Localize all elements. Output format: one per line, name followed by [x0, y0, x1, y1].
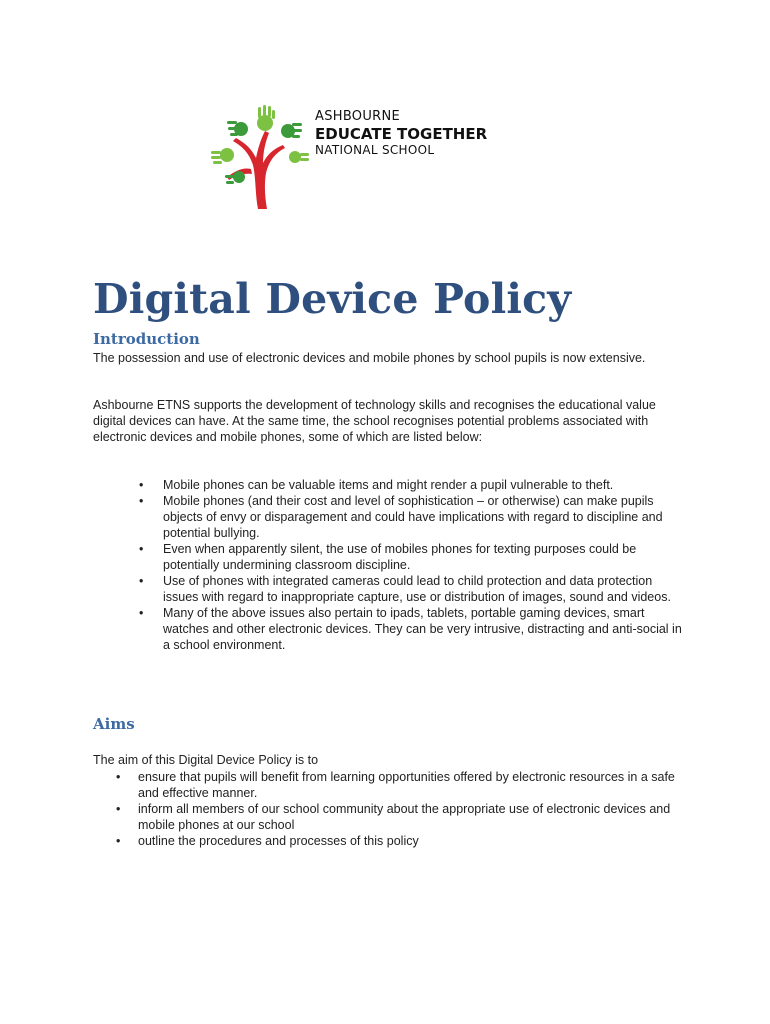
- school-logo: [203, 103, 533, 211]
- list-item-text: Even when apparently silent, the use of mobiles phones for texting purposes could be potentially undermining classroom discipline.: [163, 542, 637, 572]
- introduction-heading: Introduction: [93, 330, 200, 348]
- list-item-text: ensure that pupils will benefit from learning opportunities offered by electronic resources in a safe and effective manner.: [138, 770, 675, 800]
- tree-of-hands-icon: [203, 103, 313, 211]
- logo-line-educate-together: EDUCATE TOGETHER: [315, 125, 488, 143]
- list-item: [139, 541, 683, 573]
- list-item-text: inform all members of our school community about the appropriate use of electronic devices and mobile phones at our school: [138, 802, 671, 832]
- page-title: Digital Device Policy: [93, 275, 572, 323]
- bullet-icon: •: [116, 770, 121, 784]
- list-item: [139, 573, 683, 605]
- logo-wordmark: [315, 110, 487, 157]
- bullet-icon: •: [139, 574, 144, 588]
- list-item: [139, 605, 683, 653]
- list-item-text: Mobile phones (and their cost and level of sophistication – or otherwise) can make pupils objects of envy or disparagement and could have implications with regard to discipline and potential bullying.: [163, 494, 663, 540]
- logo-line-ashbourne: ASHBOURNE: [315, 109, 401, 124]
- bullet-icon: •: [139, 478, 144, 492]
- introduction-paragraph-1: The possession and use of electronic devices and mobile phones by school pupils is now extensive.: [93, 351, 646, 365]
- aims-intro: The aim of this Digital Device Policy is to: [93, 753, 319, 767]
- bullet-icon: •: [139, 542, 144, 556]
- introduction-paragraph-2: Ashbourne ETNS supports the development of technology skills and recognises the educational value digital devices can have. At the same time, the school recognises potential problems associated with electronic devices and mobile phones, some of which are listed below:: [93, 398, 656, 444]
- list-item-text: Many of the above issues also pertain to ipads, tablets, portable gaming devices, smart watches and other electronic devices. They can be very intrusive, distracting and anti-social in a school environment.: [163, 606, 682, 652]
- aims-bullet-list: [116, 769, 678, 849]
- list-item: [139, 493, 683, 541]
- aims-heading: Aims: [93, 715, 135, 733]
- list-item: [116, 769, 678, 801]
- logo-line-national-school: NATIONAL SCHOOL: [315, 143, 435, 157]
- list-item: [116, 801, 678, 833]
- list-item-text: Use of phones with integrated cameras could lead to child protection and data protection issues with regard to inappropriate capture, use or distribution of images, sound and videos.: [163, 574, 671, 604]
- bullet-icon: •: [116, 834, 121, 848]
- bullet-icon: •: [139, 494, 144, 508]
- introduction-bullet-list: [139, 477, 683, 653]
- list-item: [116, 833, 678, 849]
- list-item-text: outline the procedures and processes of this policy: [138, 834, 419, 848]
- list-item: [139, 477, 683, 493]
- bullet-icon: •: [139, 606, 144, 620]
- bullet-icon: •: [116, 802, 121, 816]
- list-item-text: Mobile phones can be valuable items and might render a pupil vulnerable to theft.: [163, 478, 614, 492]
